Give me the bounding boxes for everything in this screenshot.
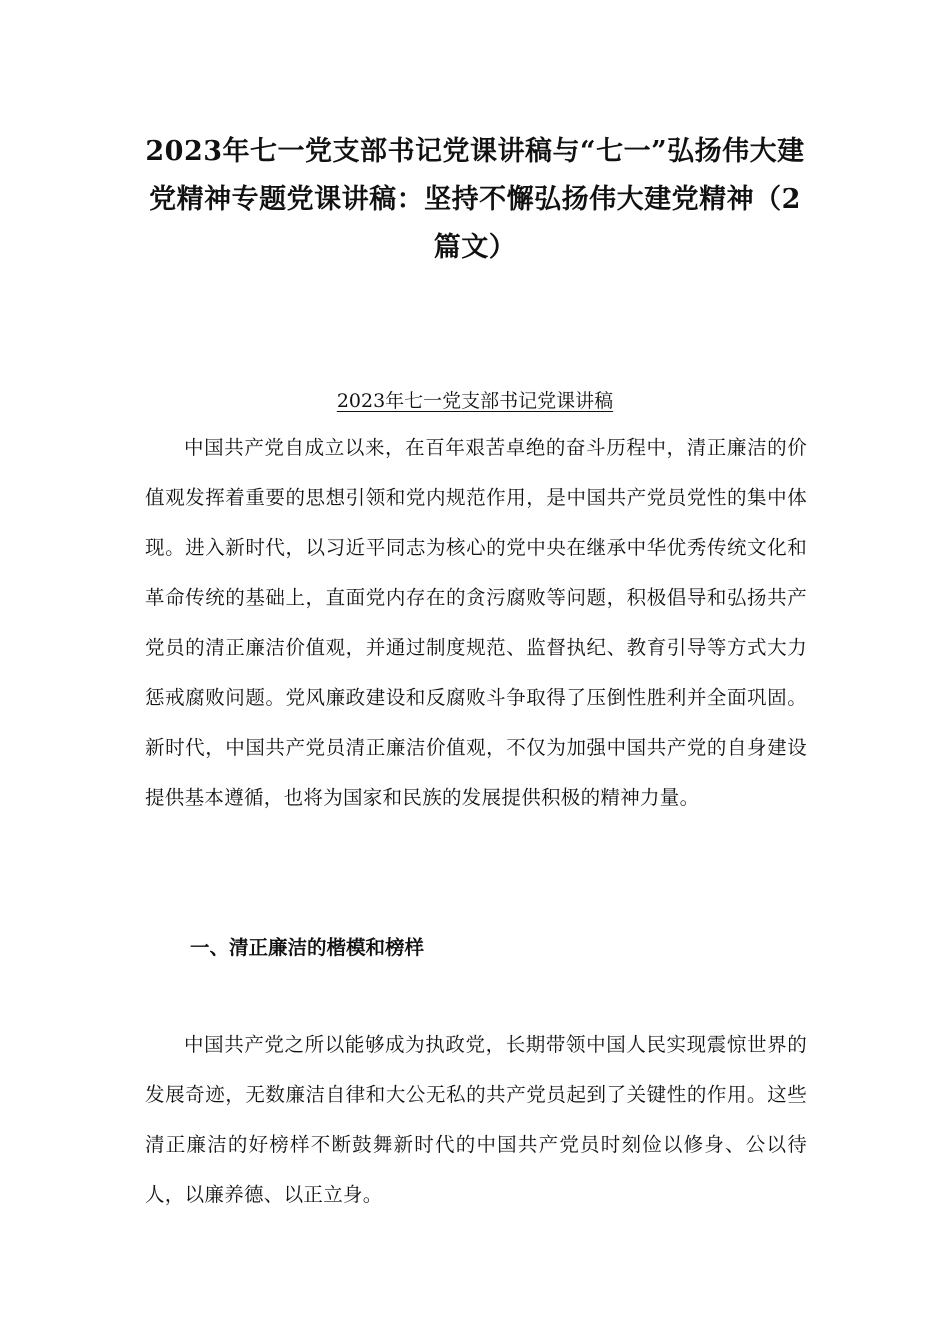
body-paragraph: 中国共产党自成立以来，在百年艰苦卓绝的奋斗历程中，清正廉洁的价值观发挥着重要的思想引领和党内规范作用，是中国共产党员党性的集中体现。进入新时代，以习近平同志为核心的党中央在继承中华优秀传统文化和革命传统的基础上，直面党内存在的贪污腐败等问题，积极倡导和弘扬共产党员的清正廉洁价值观，并通过制度规范、监督执纪、教育引导等方式大力惩戒腐败问题。党风廉政建设和反腐败斗争取得了压倒性胜利并全面巩固。新时代，中国共产党员清正廉洁价值观，不仅为加强中国共产党的自身建设提供基本遵循，也将为国家和民族的发展提供积极的精神力量。 [145, 436, 807, 809]
section-title: 2023年七一党支部书记党课讲稿 [336, 390, 614, 412]
document-title: 2023年七一党支部书记党课讲稿与“七一”弘扬伟大建党精神专题党课讲稿：坚持不懈弘扬伟大建党精神（2篇文） [145, 136, 805, 263]
body-paragraph: 中国共产党之所以能够成为执政党，长期带领中国人民实现震惊世界的发展奇迹，无数廉洁自律和大公无私的共产党员起到了关键性的作用。这些清正廉洁的好榜样不断鼓舞新时代的中国共产党员时刻俭以修身、公以待人，以廉养德、以正立身。 [145, 1033, 807, 1206]
subheading: 一、清正廉洁的楷模和榜样 [190, 936, 425, 959]
